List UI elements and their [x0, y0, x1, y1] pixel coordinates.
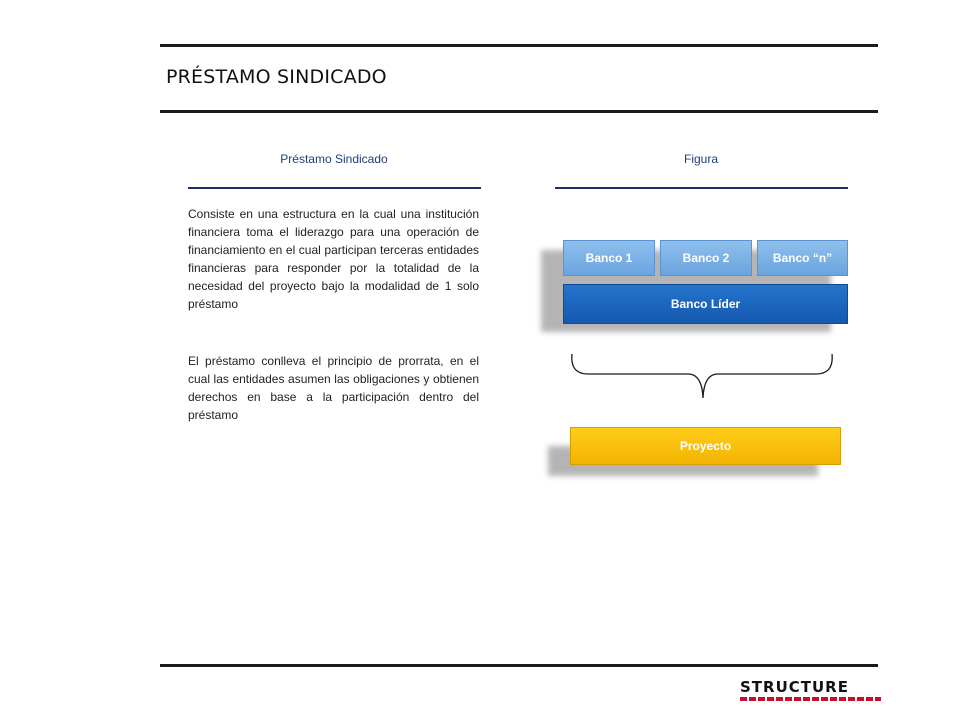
page-title: PRÉSTAMO SINDICADO: [166, 66, 387, 88]
grouping-brace: [560, 350, 840, 400]
right-column-heading: Figura: [683, 152, 718, 166]
project-box: Proyecto: [570, 427, 841, 465]
header-bottom-rule: [160, 110, 878, 113]
header-top-rule: [160, 44, 878, 47]
right-column-rule: [555, 187, 848, 189]
description-paragraph: Consiste en una estructura en la cual una institución financiera toma el liderazgo para una operación de financiamiento en el cual participan terceras entidades financieras para responder por la totalidad de la necesidad del proyecto bajo la modalidad de 1 solo préstamo: [188, 207, 479, 311]
logo-wordmark: STRUCTURE: [740, 678, 849, 696]
lead-bank-box: Banco Líder: [563, 284, 848, 324]
bank-1-box: Banco 1: [563, 240, 655, 276]
bank-2-box: Banco 2: [660, 240, 752, 276]
footer-rule: [160, 664, 878, 667]
prorrata-paragraph: El préstamo conlleva el principio de prorrata, en el cual las entidades asumen las obligaciones y obtienen derechos en base a la participación dentro del préstamo: [188, 354, 479, 422]
structure-logo: [740, 680, 881, 702]
logo-stripe: [740, 697, 881, 701]
left-column-rule: [188, 187, 481, 189]
left-column-heading: Préstamo Sindicado: [280, 152, 388, 166]
bank-n-box: Banco “n”: [757, 240, 848, 276]
